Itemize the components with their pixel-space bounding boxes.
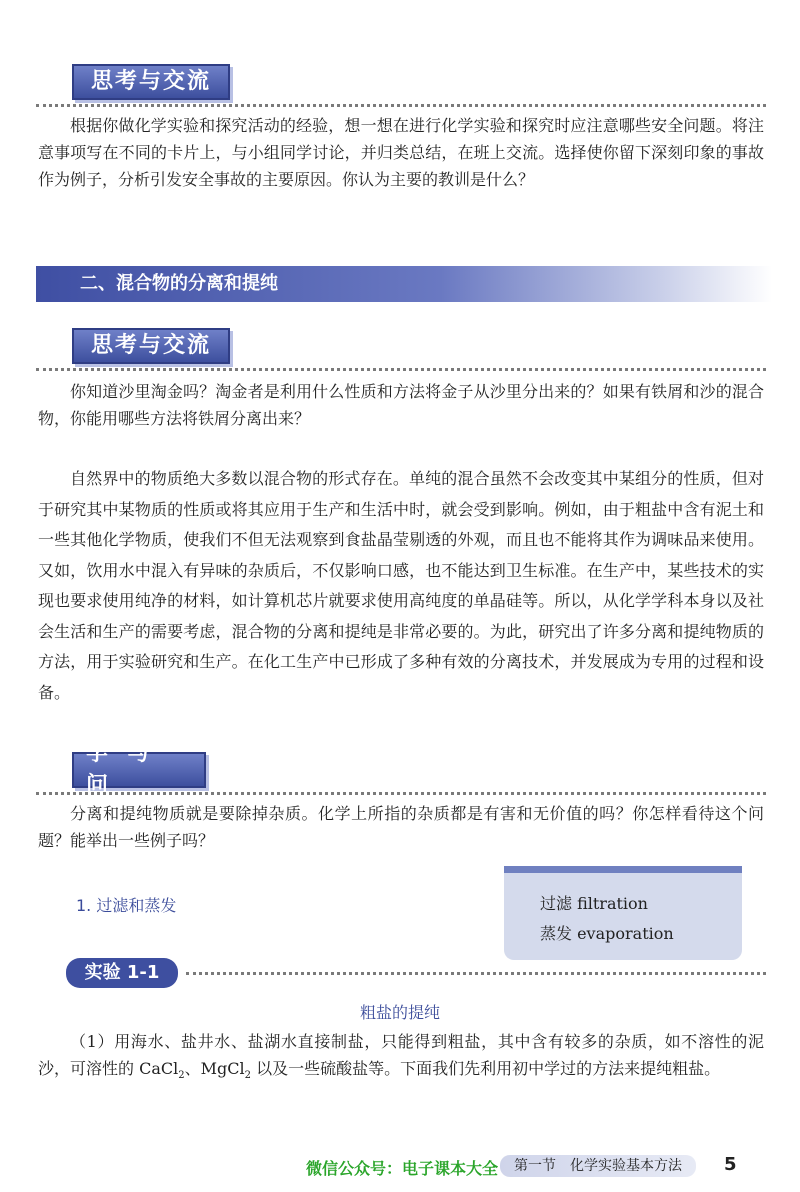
divider-dotted bbox=[36, 368, 766, 371]
vocab-item: 过滤 filtration bbox=[540, 894, 648, 913]
experiment-label: 实验 1-1 bbox=[66, 958, 178, 988]
divider-dotted bbox=[36, 792, 766, 795]
experiment-title: 粗盐的提纯 bbox=[359, 1003, 440, 1022]
experiment-text: （1）用海水、盐井水、盐湖水直接制盐，只能得到粗盐，其中含有较多的杂质，如不溶性的泥沙，可溶性的 CaCl$_2$、MgCl$_2$ 以及一些硫酸盐等。下面我们先利用初中学过的方法来提纯粗盐。 bbox=[38, 1032, 764, 1082]
learn-ask-label: 学 与 问 bbox=[72, 752, 206, 788]
page-number: 5 bbox=[724, 1154, 737, 1175]
subsection-heading: 1. 过滤和蒸发 bbox=[76, 896, 177, 915]
learn-ask-text: 分离和提纯物质就是要除掉杂质。化学上所指的杂质都是有害和无价值的吗？你怎样看待这个问题？能举出一些例子吗？ bbox=[38, 804, 764, 850]
vocab-item: 蒸发 evaporation bbox=[540, 924, 674, 943]
divider-dotted bbox=[186, 972, 766, 975]
think-exchange-label-2: 思考与交流 bbox=[72, 328, 230, 364]
body-paragraph: 自然界中的物质绝大多数以混合物的形式存在。单纯的混合虽然不会改变其中某组分的性质，但对于研究其中某物质的性质或将其应用于生产和生活中时，就会受到影响。例如，由于粗盐中含有泥土和一些其他化学物质，使我们不但无法观察到食盐晶莹剔透的外观，而且也不能将其作为调味品来使用。又如，饮用水中混入有异味的杂质后，不仅影响口感，也不能达到卫生标准。在生产中，某些技术的实现也要求使用纯净的材料，如计算机芯片就要求使用高纯度的单晶硅等。所以，从化学学科本身以及社会生活和生产的需要考虑，混合物的分离和提纯是非常必要的。为此，研究出了许多分离和提纯物质的方法，用于实验研究和生产。在化工生产中已形成了多种有效的分离技术，并发展成为专用的过程和设备。 bbox=[38, 469, 764, 702]
think-exchange-label-1: 思考与交流 bbox=[72, 64, 230, 100]
chapter-tab: 第一节 化学实验基本方法 bbox=[500, 1155, 696, 1177]
divider-dotted bbox=[36, 104, 766, 107]
think-exchange-text-2: 你知道沙里淘金吗？淘金者是利用什么性质和方法将金子从沙里分出来的？如果有铁屑和沙的混合物，你能用哪些方法将铁屑分离出来？ bbox=[38, 382, 764, 428]
vocabulary-box bbox=[504, 866, 742, 960]
section-heading: 二、混合物的分离和提纯 bbox=[36, 266, 772, 302]
wechat-watermark: 微信公众号：电子课本大全 bbox=[306, 1159, 499, 1178]
think-exchange-text-1: 根据你做化学实验和探究活动的经验，想一想在进行化学实验和探究时应注意哪些安全问题。将注意事项写在不同的卡片上，与小组同学讨论，并归类总结，在班上交流。选择使你留下深刻印象的事故作为例子，分析引发安全事故的主要原因。你认为主要的教训是什么？ bbox=[38, 116, 764, 189]
